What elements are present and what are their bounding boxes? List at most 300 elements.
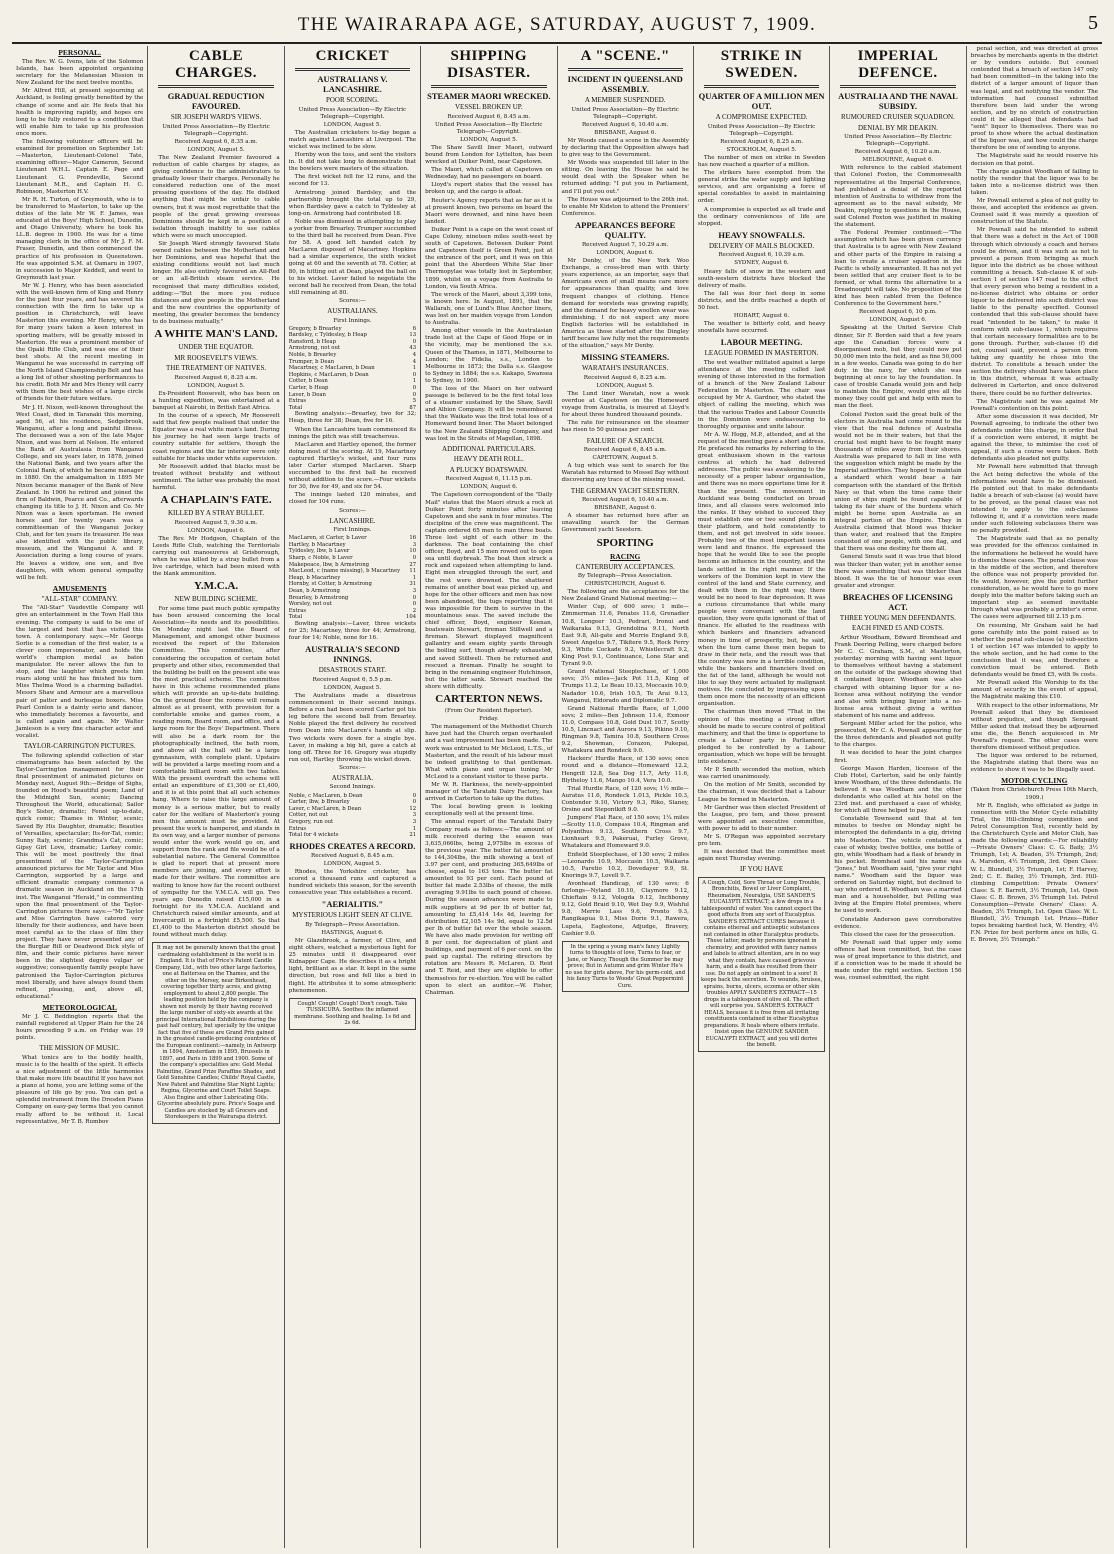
- dateline: LONDON, August 6.: [187, 527, 245, 534]
- paragraph: The House was adjourned to the 26th inst. to enable Mr Kidston to attend the Premiers' Conference.: [561, 196, 689, 217]
- subheading: AUSTRALIA.: [331, 773, 374, 782]
- runs: 0: [412, 601, 417, 608]
- score-row: [289, 405, 416, 412]
- dateline: By Telegraph—Press Association.: [577, 573, 673, 579]
- subheading: THE MISSION OF MUSIC.: [39, 1044, 120, 1053]
- dateline: LONDON, August 6.: [460, 484, 518, 491]
- dateline: HOBART, August 6.: [733, 313, 790, 320]
- column-1: [12, 46, 148, 1548]
- dateline: LONDON, August 5.: [187, 146, 245, 153]
- paragraph: The Rev. Mr Hodgson, Chaplain of the Leeds Rifle Club, watching the Territorials carrying out manoeuvres at Grisborough, when he was killed by a stray bullet from a live cartridge, which had been mixed with the blank ammunition.: [152, 535, 280, 578]
- batsman: MacLaren, st Carter, b Laver: [288, 535, 367, 542]
- paragraph: The chairman then moved "That in the opinion of this meeting a strong effort should be made to secure control of political machinery, and that the time is opportune to create a Labour party in Parliament, pledged to be controlled by a Labour organisation, which we hope will be brought into existence.": [697, 709, 826, 766]
- dateline: United Press Association—By Electric Telegraph—Copyright.: [707, 123, 816, 137]
- subheading: AUSTRALIANS.: [327, 307, 378, 316]
- paragraph: A compromise is expected as all trade and the ordinary conveniences of life are stopped.: [697, 206, 826, 227]
- batsman: Hartley, b Macartney: [288, 541, 346, 548]
- runs: 16: [409, 535, 417, 542]
- paragraph: Arthur Woodham, Edward Bromhead and Frank Deering Pelling, were charged before Mr C. C. Graham, S.M., at Masterton, yesterday morning with having sent liquor to themselves without having a statement on the outside of the package showing that it contained liquor. Woodham was also charged with obtaining liquor for a no-license area without notifying the vendor and also with bringing liquor into a no-license area without giving a written statement of his name and address.: [834, 634, 962, 719]
- paragraph: With reference to the cabled statement that Colonel Foxton, the Commonwealth representative at the Imperial Conference, had published a denial of the reported intention of Australia to withdraw from the agreement as to the naval subsidy, Mr Deakin, replying to questions in the House, said Colonel Foxton was justified in making the statement.: [834, 165, 962, 229]
- score-row: [289, 378, 416, 385]
- score-row: [289, 819, 416, 826]
- subheadline: MISSING STEAMERS.: [581, 352, 670, 363]
- subheading: SIR JOSEPH WARD'S VIEWS.: [170, 113, 262, 121]
- newspaper-columns: [12, 46, 1102, 1548]
- paragraph: Hackers' Hurdle Race, of 130 sovs; once round and a distance—Homeward 12.2, Hengrill 12.8, Sea Dog 11.7, Arty 11.6, Blytheloy 11.6, Mango 10.4, Vera 10.0.: [561, 756, 689, 784]
- subheadline: QUARTER OF A MILLION MEN OUT.: [698, 91, 825, 111]
- score-row: [289, 595, 416, 602]
- dateline: United Press Association—By Electric Telegraph—Copyright.: [162, 123, 270, 137]
- paragraph: With respect to the other informations, Mr Pownall asked that they be dismissed without prejudice, and though Sergeant Miller asked that instead they be adjourned sine die, the Bench acquiesced in Mr Pownall's request. The other cases were therefore dismissed without prejudice.: [970, 702, 1098, 752]
- paragraph: The Shaw Savill liner Maori, outward bound from London for Lyttelton, has been wrecked at Duiker Point, near Capetown.: [425, 144, 553, 166]
- dateline: HASTINGS, August 6.: [321, 929, 384, 936]
- dateline: LONDON, August 5.: [596, 382, 654, 389]
- headline-large: A WHITE MAN'S LAND.: [154, 328, 278, 341]
- subheading: TAYLOR-CARRINGTON PICTURES.: [23, 742, 136, 751]
- dateline: LONDON, August 6.: [596, 250, 654, 256]
- headline: A "SCENE.": [580, 48, 670, 64]
- dateline: LONDON, August 6.: [869, 317, 927, 324]
- runs: 31: [409, 581, 417, 588]
- subheadline: LABOUR MEETING.: [720, 337, 803, 348]
- subheading: A COMPROMISE EXPECTED.: [715, 113, 808, 121]
- paragraph: The Maori, which called at Capetown on Wednesday, had no passengers on board.: [425, 167, 553, 181]
- headline: CABLE CHARGES.: [175, 48, 258, 81]
- score-row: [289, 575, 416, 582]
- runs: 1: [412, 574, 417, 581]
- dateline: Received August 6, 11.15 p.m.: [445, 476, 533, 483]
- paragraph: The Federal Premier continued:—"The assumption which has been given currency that Australia is to agree with New Zealand and other parts of the Empire in raising a loan to create a cruiser squadron in the Pacific is wholly unwarranted. It has not yet been settled that any cruiser fleet is to be formed, or what forms the alternative to a Dreadnought will take. No proposition of the kind has been cabled from the Defence Conference to the Government here.": [834, 230, 962, 308]
- paragraph: The New Zealand Premier favoured a reduction of cable charges by stages, as giving confidence to the administrators to gradually lower their charges. Personally he considered reduction one of the most pressing questions of the day. He disliked anything that might be unfair to cable owners, but it was most regrettable that the people of the great growing overseas Dominions should be kept in a position of isolation through inability to use cables which were so much unoccupied.: [152, 154, 280, 239]
- runs: 0: [412, 338, 417, 345]
- dateline: (Taken from Christchurch Press 10th March, 1909.): [970, 787, 1098, 801]
- runs: 3: [412, 541, 417, 548]
- dateline: Received August 6, 8.35 a.m.: [174, 138, 258, 145]
- paragraph: Mr Pownall here submitted that through the Act being defective the whole of the informations would have to be dismissed. He pointed out that to make defendants liable a breach of sub-clause (a) would have to be proved, as the penal clause was not intended to apply to the sub-clauses following it, and if a conviction were made under such following subclauses there was no penalty provided.: [970, 464, 1098, 535]
- column-8: [967, 46, 1102, 1548]
- dateline: United Press Association—By Electric Telegraph—Copyright.: [844, 134, 952, 148]
- subheading: UNDER THE EQUATOR.: [178, 343, 254, 352]
- column-3: [285, 46, 421, 1548]
- paragraph: Winter Cup, of 600 sovs; 1 mile—Zimmerman 11.6, Penates 11.6, Grenadier 10.8, Longeer 10.3, Pedrari, Ironui and Waikaraka 9.13, Grendolina 9.11, North East 9.8, All-gate and Merrie England 9.8, Sweet Angelus 9.7, Tikitere 9.5, Rock Ferry 9.3, White Cockade 9.2, Whistlecraft 9.2, King Post 9.1, Continuance, Lone Star and Tyrant 9.0.: [561, 604, 689, 668]
- section-heading: AMUSEMENTS: [52, 583, 107, 593]
- paragraph: The following are the acceptances for the New Zealand Grand National meeting:—: [561, 589, 689, 603]
- paragraph: For some time past much public sympathy has been aroused concerning the local Association—its needs and its possibilities. On Monday night last the Board of Management, and amongst other business received the report of the Extension Committee. This committee, after considering the occupation of certain hotel property and other sites, recommended that the building be built on the present site was the most practical scheme. The committee have in this scheme recommended plans which will provide an up-to-date building. On the ground floor the rooms will remain almost as at present, with provision for a comfortable smoke and games room, a reading room, Board room, and office, and a large room for the Boys' Department. There will also be a dark room for the photographically inclined, the bath room, and above all the hall will be a large gymnasium, with complete plant. Upstairs will be provided a large meeting room and a comfortable billiard room with two tables. With the present overdraft the scheme will entail an expenditure of £1,300 or £1,400, and it is at this point that all such schemes hang. Where to raise this large amount of money is a serious matter, but to really cater for the welfare of Masterton's young men this amount must be provided. At present the work is hampered, and stands in its own way, and a larger number of persons would enter the work would go on, and support from the rank and file would be of a substantial nature. The General Committee is glad to report that at present more members are joining, and every effort is made for their welfare. The committee are waiting to know how far the recent outburst of sympathy for the Y.M.C.A. will go. Two years ago Dunedin raised £15,000 in a fortnight for its Y.M.C.A. Auckland and Christchurch raised similar amounts, and at Invercargill in a fortnight £5,500. So that £1,400 to the Masterton district should be found without much delay.: [152, 605, 280, 939]
- paragraph: The rate for reinsurance on the steamer has risen to 50 guineas per cent.: [561, 420, 689, 434]
- column-4: [421, 46, 557, 1548]
- runs: 104: [406, 614, 417, 621]
- runs: 0: [412, 371, 417, 378]
- headline: SHIPPING DISASTER.: [447, 48, 531, 81]
- batsman: Laver, c MacLaren, b Dean: [288, 805, 362, 812]
- score-row: [289, 365, 416, 372]
- score-row: [289, 392, 416, 399]
- subheadline: RHODES CREATES A RECORD.: [289, 840, 416, 851]
- dateline: Received August 6, 8.25 a.m.: [174, 374, 258, 381]
- dateline: Second Innings.: [329, 784, 376, 791]
- runs: 0: [412, 799, 417, 806]
- section-heading: MOTOR CYCLING: [1001, 776, 1068, 786]
- section-heading: RACING: [609, 551, 641, 561]
- dateline: Received August 7, 10.29 a.m.: [581, 241, 669, 248]
- score-row: [289, 614, 416, 621]
- score-row: [289, 542, 416, 549]
- dateline: Received August 6, 10.40 a.m.: [581, 497, 669, 504]
- paragraph: Mr Pownall entered a plea of not guilty to these, and accepted the evidence as given. Counsel said it was merely a question of construction of the Statute.: [970, 197, 1098, 226]
- paragraph: The local bowling green is looking exceptionally well at the present time.: [425, 804, 553, 818]
- dateline: CHRISTCHURCH, August 6.: [584, 581, 666, 588]
- dateline: Received August 6, 8.45 a.m.: [311, 852, 394, 859]
- paragraph: The Australian cricketers to-day began a match against Lancashire at Liverpool. The wicket was inclined to be slow.: [288, 129, 417, 150]
- score-row: [289, 826, 416, 833]
- score-row: [289, 385, 416, 392]
- dateline: Received August 6, 8.45 a.m.: [583, 447, 667, 454]
- headline: STRIKE IN SWEDEN.: [720, 48, 803, 81]
- subheadline: APPEARANCES BEFORE QUALITY.: [575, 219, 676, 240]
- runs: 3: [412, 588, 417, 594]
- subheadline: BREACHES OF LICENSING ACT.: [842, 591, 954, 612]
- paragraph: Mr Alfred Hill, at present sojourning at Auckland, is feeling greatly benefited by the change of scene and air. He feels that his health is improving rapidly, and hopes ere long to be fully restored to a condition that will enable him to take up his profession once more.: [16, 88, 144, 137]
- paragraph: Heavy falls of snow in the western and south-western districts have blocked the delivery of mails.: [697, 268, 826, 289]
- paragraph: Jumpers' Flat Race, of 150 sovs; 1¼ miles—Scotty 11.0, Compass 10.4, Ringman and Polyanthus 9.13, Southern Cross 9.7, Lionheart 9.5, Pakeruai, Furley Grove, Whatakura and Homeward 9.0.: [561, 815, 689, 850]
- runs: 13: [409, 332, 417, 339]
- divider: [568, 68, 683, 71]
- batsman: Extras: [288, 825, 307, 832]
- divider: [840, 85, 955, 88]
- paragraph: Reuter's Agency reports that as far as it is at present known, two persons on board the Maori were drowned, and nine have been landed.: [425, 197, 553, 225]
- paragraph: Duiker Point is a cape on the west coast of Cape Colony, nineteen miles south-west by south of Capetown. Between Duiker Point and Capetown itself is Green Point, just at the entrance of the port, and it was on this point that the Aberdeen White Star liner Thermopylae was totally lost in September, 1899, whilst on a voyage from Australia to London, via South Africa.: [425, 226, 553, 290]
- dateline: Received August 6, 10.39 a.m.: [718, 252, 805, 259]
- paragraph: Constable Anderson gave corroborative evidence.: [834, 916, 962, 930]
- subheadline: GRADUAL REDUCTION FAVOURED.: [167, 91, 265, 111]
- runs: 27: [409, 561, 417, 568]
- batsman: Total: [288, 404, 303, 411]
- dateline: LONDON, August 5.: [187, 382, 245, 389]
- column-7: [830, 46, 966, 1548]
- paragraph: Sir Joseph Ward strongly favoured State owned cables between the Motherland and her Dominions, and was hopeful that the existing conditions would not last much longer. He also entirely favoured an All-Red or an all-British steam service. He recognised that many difficulties existed, adding:—"But the more you reduce distances and give people in the Motherland and the new countries the opportunity of meeting, the greater becomes the tendency to do business mutually.": [152, 241, 280, 326]
- subheading: A PLUCKY BOATSWAIN.: [449, 465, 528, 474]
- runs: 43: [409, 345, 417, 352]
- batsman: Worsley, not out: [288, 601, 332, 608]
- paragraph: Grand National Steeplechase, of 1,000 sovs; 3½ miles—Jack Pot 11.5, King of Trumps 11.2, Le Beau 10.13, Moccasin 10.9, Nadador 10.6, Irish 10.5, Te Arai 9.13, Wanganui, Eldorado and Diplomatic 9.7.: [561, 669, 689, 704]
- headline-large: CARTERTON NEWS.: [435, 693, 543, 706]
- subheading: MYSTERIOUS LIGHT SEEN AT CLIVE.: [292, 911, 413, 920]
- paragraph: The weather is bitterly cold, and heavy snowfalls have occurred.: [697, 321, 826, 335]
- paragraph: Mr Pownall said that upper only some offence had been committed, but the case was of great importance to this district, and if a conviction was to be made it should be made under the right section. Section 156 was, counsel submitted, the right: [834, 939, 962, 982]
- section-heading: METEOROLOGICAL: [42, 1002, 117, 1012]
- paragraph: Mr P. Smith seconded the motion, which was carried unanimously.: [697, 767, 826, 781]
- dateline: BRISBANE, August 6.: [594, 505, 657, 512]
- dateline: United Press Association—By Electric Telegraph—Copyright.: [298, 106, 407, 120]
- dateline: (From Our Resident Reporter).: [444, 708, 533, 715]
- paragraph: The Rev. W. G. Ivens, late of the Solomon Islands, has been appointed organising secretary for the Melanesian Mission in New Zealand for the next twelve months.: [16, 59, 144, 87]
- paragraph: Constable Townsend said that at ten minutes to twelve on Monday night he intercepted the defendants in a gig, driving into Masterton. The vehicle contained a case of whisky, twelve bottles, one bottle of gin, while Woodham had a flask of brandy in his pocket. Bromhead said his name was "Jones," but Woodham said, "give your right name." Woodham said the liquor was ordered on Saturday night, but declined to say who ordered it. Woodham was a married man and a householder, but Pelling was living at the Empire Hotel premises, where he used to work.: [834, 816, 962, 915]
- subheading: DELIVERY OF MAILS BLOCKED.: [708, 241, 815, 250]
- paragraph: Mr Roosevelt added that blacks must be treated without brutality and without sentiment. The latter was probably the most harmful.: [152, 463, 280, 492]
- batsman: Hopkins, c MacLaren, b Dean: [288, 371, 369, 378]
- subheadline: STEAMER MAORI WRECKED.: [427, 91, 551, 101]
- paragraph: A tug which was sent to search for the Waratah has returned to Mossel Bay without discovering any trace of the missing vessel.: [561, 463, 689, 484]
- score-row: [289, 372, 416, 379]
- advertisement: It may not be generally known that the great cardmaking establishment in the world is in England. It is that of Price's Patent Candle Company, Ltd., with two other large factories, one at Battersea on the Thames, and the other on the Mersey, near Birkenhead, covering together thirty acres, and giving employment to about 2,800 people. The leading position held by the company is shown not merely by their having received the large number of sixty-six awards at the principal International Exhibitions during the past half century, but specially by the unique fact that five of these are Grand Prix gained in the greatest candle-producing countries of the European continent:—namely, in Antwerp in 1894, Amsterdam in 1895, Brussels in 1897, and Paris in 1899 and 1900. Some of the company's specialities are: Gold Medal Palmitine, Grand Prize Paraffine Shades, and Gold Sunshine Candles; Childs' Royal Castle, New Patent and Palmitine Star Night Lights; Regina, Glycerine and Court Toilet Soaps. Also Engine and other Lubricating Oils. Glycerine absolutely pure. Price's Soaps and Candles are stocked by all Grocers and Storekeepers in the Wairarapa district.: [152, 942, 279, 1124]
- score-table: [289, 326, 416, 412]
- batsman: MacLeod, c (name missing), b Macartney: [288, 568, 401, 575]
- dateline: By Telegraph—Press Association.: [305, 921, 400, 928]
- paragraph: The management of the Methodist Church have just had the Church organ overhauled and a vast improvement has been made. The work was entrusted to Mr McLeod, L.T.S., of Masterton, and the result of his labour must be indeed gratifying to that gentleman. What with piano and organ tuning Mr McLeod is a constant visitor to these parts.: [425, 724, 553, 780]
- dateline: LONDON, August 5.: [460, 136, 518, 143]
- paragraph: The liquor was ordered to be returned, the Magistrate stating that there was no evidence to show it was to be illegally used.: [970, 753, 1098, 774]
- advertisement: In the spring a young man's fancy Lightly turns to thoughts of love, Turns to fear, or Jane, or Nancy, Though the Summer be may prove; But in Autumn and grim Winter He's no use for girls above, For his germ-cold, and his fancy Turns to Woods' Great Peppermint Cure.: [562, 941, 689, 993]
- runs: 21: [409, 832, 417, 839]
- paragraph: Mr Pownall asked His Worship to fix the amount of security in the event of appeal, the Magistrate making this £10.: [970, 680, 1098, 701]
- dateline: First Innings.: [333, 527, 372, 534]
- paragraph: A steamer has returned here after an unavailing search for the German Government yacht Seestern.: [561, 513, 689, 534]
- runs: 1: [412, 365, 417, 372]
- subheading: IF YOU HAVE: [739, 865, 784, 874]
- score-row: [289, 339, 416, 346]
- paragraph: Trial Hurdle Race, of 120 sovs; 1½ mile—Auratus 11.6, Rondeck 1.013, Pickle 10.3, Contender 9.10, Victory 9.3, Riko, Slaney, Orsino and Stepontkift 9.0.: [561, 785, 689, 813]
- dateline: LONDON, August 5.: [323, 860, 382, 867]
- paragraph: Bowling analysis:—Brearley, two for 32; Heap, three for 38; Dean, five for 16.: [288, 411, 417, 425]
- divider: [704, 85, 819, 88]
- subheading: NEW BUILDING SCHEME.: [174, 595, 258, 604]
- batsman: Ransford, b Heap: [288, 338, 336, 345]
- dateline: LONDON, August 5.: [323, 684, 382, 691]
- runs: 11: [409, 568, 417, 575]
- batsman: Carter, b Heap: [288, 384, 329, 391]
- newspaper-title: THE WAIRARAPA AGE, SATURDAY, AUGUST 7, 1909.: [297, 14, 817, 35]
- subheading: CANTERBURY ACCEPTANCES.: [575, 562, 675, 571]
- runs: 2: [412, 607, 417, 614]
- score-row: [289, 332, 416, 339]
- paragraph: The charge against Woodham of failing to notify the vendor that the liquor was to be taken into a no-license district was then taken.: [970, 168, 1098, 196]
- batsman: Total: [288, 614, 303, 621]
- batsman: Noble, c MacLaren, b Dean: [288, 792, 363, 799]
- score-table: [289, 793, 416, 839]
- paragraph: Colonel Foxton said the great bulk of the electors in Australia had come round to the view that the real defence of Australia would not be in their waters, but that the crucial test might have to be fought many thousands of miles away from their shores. Australia was prepared to fall in line with the suggestion which might be made by the Imperial authorities. They hoped to maintain a standard which would bear a fair comparison with the standard of the British Navy so that when the time came their union of ships might be found capable of taking its fair share of the burdens which might be borne upon Australia as an integral portion of the Empire. They in Australia claimed that blood was thicker than water, and realised that the Empire consisted of one people, with one flag, and that there was one destiny for them all.: [834, 411, 962, 553]
- batsman: Cotter, not out: [288, 812, 328, 819]
- dateline: Received August 6, 10 p.m.: [859, 309, 937, 316]
- paragraph: This closed the case for the prosecution.: [840, 931, 956, 938]
- divider: [295, 68, 410, 71]
- batsman: Trumper, b Dean: [288, 358, 335, 365]
- paragraph: Mr J. H. Nixon, well-known throughout the West Coast, died in Taranaki this morning, aged 56, at his residence, Sedgebrook, Wanganui, after a long and painful illness. The deceased was a son of the late Major Nixon, and was born at Nelson. He entered the Bank of Australasia from Wanganui College, and six years later, in 1878, joined the National Bank, and two years after the Colonial Bank, of which he became manager in 1880. On the amalgamation in 1895 Mr Nixon became manager of the Bank of New Zealand. In 1906 he retired and joined the firm of Baldwin, Pearce and Co., afterwards changing its title to J. H. Nixon and Co. Mr Nixon was a keen sportsman. He owned horses and for twenty years was a committeeman of the Wanganui Jockey Club, and for ten years its treasurer. He was also identified with the public library, museum, and the Wanganui A. and P. Association during a long course of years. He leaves a widow, one son, and five daughters, with whom general sympathy will be felt.: [16, 404, 144, 581]
- paragraph: Mr Denby, of the New York Woo Exchange, a cross-bred man with thirty years experience, as an importer, says that Americans even of small means care more for appearances than quality, and love frequent changes of clothing. Hence demand for worsteds was growing rapidly, and the demand for heavy woollen wear was diminishing. I do not expect any more English factories will be established in America as those started after the Dingley tariff became law fully met the requirements of the situation," says Mr Denby.: [561, 258, 689, 350]
- score-row: [289, 535, 416, 542]
- dateline: CAPETOWN, August 5.: [592, 455, 658, 462]
- score-row: [289, 398, 416, 405]
- score-row: [289, 326, 416, 333]
- subheading: THREE YOUNG MEN DEFENDANTS.: [839, 613, 956, 622]
- dateline: United Press Association—By Electric Telegraph—Copyright.: [571, 106, 679, 120]
- batsman: Makepeace, lbw, b Armstrong: [288, 561, 370, 568]
- batsman: Tyldesley, lbw, b Laver: [288, 548, 350, 555]
- headline-large: A CHAPLAIN'S FATE.: [160, 494, 272, 507]
- runs: 87: [409, 404, 417, 411]
- paragraph: Hornby won the toss, and sent the visitors in. It did not take long to demonstrate that the bowlers were masters of the situation.: [288, 152, 417, 173]
- paragraph: The fall was four feet deep in some districts, and the drifts reached a depth of 50 feet.: [697, 290, 826, 311]
- paragraph: The Lund liner Waratah, now a week overdue at Capetown on the Homeward voyage from Australia, is insured at Lloyd's for about three hundred thousand pounds.: [561, 391, 689, 419]
- score-row: [289, 352, 416, 359]
- score-row: [289, 806, 416, 813]
- subheading: POOR SCORING.: [325, 96, 379, 104]
- paragraph: The Capetown correspondent of the "Daily Mail" states that the Maori struck a rock at Duiker Point forty minutes after leaving Capetown and she sank in four minutes. The discipline of the crew was magnificent. The captain ordered 65 men to man three boats. Three lost sight of each other in the darkness. The boat containing the chief officer, Boyd, and 15 men rowed out to open sea until daybreak. The boat then struck a rock and capsized when attempting to land. Eight men struggled through the surf, and the rest were drowned. The shattered remains of another boat was picked up, and hope for the other officers and men has now been abandoned, the tugs reporting that it was impossible for them to survive in the mountainous seas. The saved include the chief officer, Boyd, engineer Keenan, boatswain Stewart, fireman Stillwell and a fireman. Stewart displayed magnificent gallantry and swam eighty yards through the boiling surf, though already exhausted, and saved Stillwell. Then he returned and rescued a fireman. Finally he sought to bring in the remaining engineer Hutchinson, but the latter sank. Stewart reached the shore with difficulty.: [425, 492, 553, 690]
- paragraph: The number of men on strike in Sweden has now reached a quarter of a million.: [697, 154, 826, 168]
- paragraph: Avonhead Handicap, of 130 sovs; 6 furlongs—Nyland 10.10, Claymore 9.12, Chieftain 9.12, Vologda 9.12, Inchbonny 9.12, Gold Braid 9.10, Wet Day 9.9, Wishful 9.8, Merrie Lass 9.6, Pronto 9.3, Rangikapua 9.1, Miss Dorie 9.1, Rawera, Lupeta, Eaglestone, Adjudge, Bravery, Cashier 9.0.: [561, 880, 689, 937]
- paragraph: It was decided that the committee meet again next Thursday evening.: [697, 849, 826, 863]
- dateline: Received August 6, 8.25 a.m.: [720, 138, 803, 145]
- batsman: Extras: [288, 398, 307, 405]
- paragraph: Bowling analysis:—Laver, three wickets for 25; Macartney, three for 44; Armstrong, four for 14; Noble, none for 16.: [288, 620, 417, 642]
- divider: [431, 85, 546, 88]
- paragraph: It was decided to hear the joint charges first.: [834, 750, 962, 764]
- runs: 12: [409, 805, 417, 812]
- subheading: A MEMBER SUSPENDED.: [584, 96, 666, 104]
- dateline: STOCKHOLM, August 5.: [726, 146, 797, 153]
- paragraph: The following splendid collection of star cinematograms has been selected by the Taylor-Carrington management for their final presentment of animated pictures on Monday next, August 9th:—Bridge of Sighs, founded on Hood's beautiful poem; Land of the Midnight Sun, scenic; Dancing Throughout the World, educational; Sailor Boy's Sister, dramatic; Fenol up-to-date, quick comic; Thames in Winter, scenic; Saved By His Daughter, dramatic; Beauties of Versailles, spectacular; Its-for-Tat, comic; Sunny Italy, scenic; Grandma's Cat, comic; Gipsy Girl Love, dramatic; Larkey comic. This will be most positively the final presentment of the Taylor-Carrington announced pictures for Mr Taylor and Miss Carrington, supported by a large and efficient dramatic company commence a dramatic season in Auckland on the 17th inst. The Wanganui "Herald," in commenting upon the final presentment of the Taylor-Carrington pictures there says:—"Mr Taylor and Miss Carrington have catered very liberally for their audiences, and have been most careful as to the class of film they project. They have never presented any of the Burglar Bill or Deadwood Dick style of film, and their comic pictures have never been in the slightest degree vulgar or suggestive; consequently family people have patronised the Taylor-Carrington pictures most liberally, and have always found them refined, pleasing, and, above all, educational.": [16, 752, 144, 1000]
- subheadline: AUSTRALIANS V. LANCASHIRE.: [317, 74, 388, 94]
- dateline: First Innings.: [333, 317, 372, 324]
- batsman: Hornby, st Cotter, b Armstrong: [288, 581, 372, 588]
- paragraph: The strikers have exempted from the general strike the water supply and lighting services, and are organising a force of special constables to assist in maintaining order.: [697, 170, 826, 205]
- runs: 10: [409, 548, 417, 555]
- paragraph: Mr S. O'Regan was appointed secretary pro tem.: [697, 834, 826, 848]
- paragraph: Enfield Steeplechase, of 130 sovs; 2 miles—Leonardo 10.9, Moccasin 10.5, Waikaria 10.5, Paretio 10.2, Dovedayer 9.9, St. Knorings 9.7, Lovell 9.7.: [561, 851, 689, 879]
- subheading: RUMOURED CRUISER SQUADRON.: [841, 113, 955, 121]
- paragraph: After some discussion it was decided, Mr Pownall agreeing, to indicate the other two defendants under this charge, in order that if a conviction were entered, it might be against the three, to minimise the cost of appeal, if such a course were taken. Both defendants also pleaded not guilty.: [970, 413, 1098, 463]
- score-row: [289, 345, 416, 352]
- runs: 6: [412, 325, 417, 332]
- score-row: [289, 601, 416, 608]
- paragraph: Noble was dismissed in attempting to play a yorker from Brearley. Trumper succumbed to the third ball he received from Dean. Five for 58. A good left handed catch by MacLaren disposed of Macartney. Hopkins had a similar experience, the sixth wicket going at 60 and the seventh at 78. Cotter, at 80, in hitting out at Dean, played the ball on to his wicket. Laver failed to negotiate the second ball he received from Dean, the total still remaining at 80.: [288, 218, 417, 296]
- paragraph: The annual report of the Taratahi Dairy Company reads as follows:—The amount of milk received during the season was 3,635,066lbs, being 2,975lbs in excess of the previous year. The butter fat amounted to 144,304lbs, the milk showing a test of 3.97 per cent, and producing 365,649lbs of cheese, equal to 163 tons. The butter fat amounted to 93 per cent. Each pound of butter fat made 2.53lbs of cheese, the milk averaging 9.91lbs to each pound of cheese. During the season advances were made to milk suppliers at 9d per lb of butter fat, amounting to £5,414 14s 4d, leaving for distribution £2,105 14s 9d, equal to 12.5d per lb of butter fat over the whole season. We have also made provision for writing off 8 per cent. for depreciation of plant and buildings, and payment of 6 per cent. on the paid up capital. The retiring directors by rotation are Messrs R. McLaren, D. Reid and T. Reid, and they are eligible to offer themselves for re-election. You will be called upon to elect an auditor.—W. Fisher, Chairman.: [425, 819, 553, 996]
- runs: 0: [412, 555, 417, 562]
- runs: 0: [412, 391, 417, 398]
- masthead: [12, 8, 1102, 44]
- subheadline: HEAVY SNOWFALLS.: [718, 229, 805, 240]
- runs: 4: [412, 352, 417, 358]
- dateline: Scores:—: [339, 297, 366, 304]
- paragraph: Speaking at the United Service Club dinner, Sir F. Borden said that a few years ago the Canadian forces were a disorganised mob, but they could now put 50,000 men into the field, and as fine 50,000 in a few weeks. Canada was going to do her duty in the navy, for which she was beginning at once to lay the foundation. In case of trouble Canada would join and help to maintain the Empire, would give all the money they could get and help with men to man the fleet.: [834, 325, 962, 410]
- dateline: Received August 6, 8.25 a.m.: [583, 374, 667, 381]
- paragraph: Mr Glazebrook, a farmer, of Clive, and eight others, watched a mysterious light for 25 minutes until it disappeared over Kidnapper Cape. He describes it as a bright light, brilliant as a star. It kept in the same direction, but rose and fell like a bird in flight. He attributes it to some atmospheric phenomenon.: [288, 937, 417, 994]
- paragraph: The following volunteer officers will be examined for promotion on September 1st:—Masterton, Lieutenant-Colonel Tate, examining officer—Major Cameron, Second Lieutenant W.H.L. Captain E. Page and Lieutenant G. Prendeville, Second Lieutenant M.R., and Captain H. C. Robinson, Masterton H.V.: [16, 139, 144, 195]
- paragraph: The first wicket fell for 12 runs, and the second for 13.: [288, 174, 417, 188]
- page-number: 5: [1088, 12, 1098, 34]
- headline-large: Y.M.C.A.: [193, 580, 239, 593]
- runs: 0: [412, 384, 417, 391]
- subheading: DISASTROUS START.: [318, 666, 387, 675]
- batsman: Gregory, run out: [288, 818, 334, 825]
- paragraph: The innings lasted 120 minutes, and closed for 104 runs.: [288, 492, 417, 506]
- paragraph: The wet weather militated against a large attendance at the meeting called last evening of those interested in the formation of a branch of the New Zealand Labour Federation in Masterton. The chair was occupied by Mr A. Gardner, who stated the object of calling the meeting, which was that the various Trades and Labour Councils in the Dominion were endeavouring to thoroughly organise and unite labour.: [697, 359, 826, 430]
- paragraph: Sergeant Miller acted for the police, who prosecuted, Mr C. A. Pownall appearing for the three defendants and pleaded not guilty to the charges.: [834, 721, 962, 749]
- subheading: ADDITIONAL PARTICULARS.: [442, 444, 536, 453]
- paragraph: What tonics are to the bodily health, music is to the health of the spirit. It effects a nice adjustment of the little harmonies that make more life beautiful If you have not a piano at home, you are letting some of the pleasure of life go by you. You can get a splendid instrument from the Dresden Piano Company on easy-pay terms that you cannot really afford to be without it. Local representative, Mr T. B. Rumbov: [16, 1054, 144, 1125]
- batsman: Sharp, c Noble, b Laver: [288, 555, 353, 562]
- batsman: Laver, b Dean: [288, 391, 326, 398]
- dateline: Scores:—: [339, 764, 366, 771]
- runs: 3: [412, 818, 417, 825]
- paragraph: Grand National Hurdle Race, of 1,000 sovs; 2 miles—Ben Johnson 11.4, Exmoor 11.0, Compass 10.8, Gold Dust 10.7, Scotty 10.5, Lincnact and Aurora 9.13, Pikino 9.10, Ringman 9.8, Tamira 10.8, Southern Cross 9.2, Showman, Corazon, Pukepai, Whatakura and Rondeck 9.0.: [561, 705, 689, 755]
- subheading: THE GERMAN YACHT SEESTERN.: [570, 486, 680, 495]
- paragraph: Mr Pownall said he intended to submit that there was a defect in the Act of 1908 through which obviously a coach and horses could be driven, and it was such as not to prevent a person from bringing as much liquor into the district as he chose without committing a breach. Sub-clause K of sub-section 1 of section 147 read to the effect that every person who being a resident in a no-license district who obtains or order liquor to be delivered into such district was liable to the penalty specified. Counsel contended that this sub-clause should have read "intended to be taken," to make it conform with sub-clause 1, which requires that certain necessary formalities are to be gone through. Further, sub-clause (f) did not, counsel said, prevent a person from taking any quantity he chose into the district. To constitute a breach under the section the delivery should have taken place in this district, whereas it was actually delivered in Carterton, and once delivered there, there could be no further deliveries.: [970, 227, 1098, 397]
- runs: 4: [412, 358, 417, 365]
- subheading: DENIAL BY MR DEAKIN.: [857, 123, 938, 132]
- paragraph: Mr Gardner was then elected President of the League, pro tem, and those present were appointed an executive committee, with power to add to their number.: [697, 804, 826, 832]
- paragraph: The Magistrate said he would reserve his decision on that point.: [970, 153, 1098, 167]
- column-2: [148, 46, 284, 1548]
- headline: CRICKET: [315, 48, 390, 64]
- dateline: MELBOURNE, August 6.: [862, 157, 934, 164]
- advertisement: Cough! Cough! Cough! Don't cough. Take TUSSICURA. Soothes the inflamed membrane. Soothing and healing. 1s 6d and 2s 6d.: [289, 998, 416, 1030]
- subheading: FAILURE OF A SEARCH.: [586, 436, 664, 445]
- batsman: Dean, b Armstrong: [288, 588, 340, 594]
- runs: 1: [412, 378, 417, 385]
- paragraph: Mr A. W. Hogg, M.P., attended, and at the request of the meeting gave a short address. He prefaced his remarks by referring to the great enthusiasm shown in the various centres at which he had delivered addresses. The public was awakening to the necessity of a proper labour organisation, and there was no more opportune time for it than the present. The movement in Auckland was being conducted on broad lines, and all classes were welcomed into the ranks. If they wished to succeed they must establish one or two sound planks in their platform, and hold consistently to them, and not get involved in side issues. Probably two of the most important issues were land and finance. He expressed the hope that he would like to see the people become an influence in the country, and the lands settled in the right manner. If the workers of the Dominion kept in view the control of the land and State currency, and dealt with them in the right way, there would be no need to fear depression. It was a curious circumstance that while many people were conversant with the land question, they were quite ignorant of that of finance. He alluded to the readiness with which bankers and financiers advanced money in time of prosperity, but, he said, when the turn came these men began to draw in their nets, and the result was that the country was now in a terrible condition, while the bankers and financiers lived on the fat of the land, although he would not like to say they were actuated by malignant motives. He concluded by impressing upon them once more the necessity of an efficient organisation.: [697, 431, 826, 708]
- paragraph: The "All-Star" Vaudeville Company will give an entertainment in the Town Hall this evening. The company is said to be one of the largest and best that has visited this town. A contemporary says:—Mr George Sorlie is a comedian of the first water, is a clever coon impersonator, and holds the world's champion medal as baton manipulator. He never allows the fun to stop, and the laughter which greets him roars along until he has finished his turn. Miss Thelma Wood is a charming balladist. Messrs Shaw and Armour are a marvellous pair of patter and burlesque boxers. Miss Pearl Conlon is a dainty serio and dancer, who immediately becomes a favourite, and is called again and again. Mr Walter Jamieson is a very fine character actor and vocalist.: [16, 605, 144, 740]
- batsman: Brearley, b Armstrong: [288, 594, 349, 601]
- column-6: [694, 46, 830, 1548]
- subheading: MR ROOSEVELT'S VIEWS.: [174, 353, 258, 362]
- paragraph: Mr Woods caused a scene in the Assembly by declaring that the Opposition always had to give way to the Government.: [561, 137, 689, 159]
- batsman: Extras: [288, 607, 307, 614]
- score-row: [289, 812, 416, 819]
- paragraph: Mr R. English, who officiated as judge in connection with the Motor Cycle reliability Trial, the Hill-climbing competition and Petrol Consumption Test, recently held by the Christchurch Cycle and Motor Club, has made the following awards:—For reliability—Private Owners' Class: C. G. Baily, 3½ Triumph, 1st; A. Beaden, 3½ Triumph, 2nd; A. Marsden, 4½ Triumph, 3rd. Open Class: W. L. Blundell, 3½ Triumph, 1st; F. Harvey, 2nd; C. E. Bailey, 3½ Triumph, 3rd. Hill-climbing Competition: Private Owners' Class: S. F. Barrett, 3½ Triumph, 1st. Open Class: C. B. Brown, 3½ Triumph 1st. Petrol Consumption—Private Owners' Class: A. Beaden, 3½ Triumph, 1st. Open Class: W. L. Blundell, 3½ Triumph 1st. Prizes—Rider topes breaking hardest luck, W. Hendry, 4½ F.N. Prize for best perform ance on hills, G. E. Brown, 3½ Triumph.": [970, 802, 1098, 944]
- subheading: WARATAH'S INSURANCES.: [582, 364, 669, 373]
- dateline: Received August 6, 10.40 a.m.: [581, 121, 669, 128]
- paragraph: When the Lancashire team commenced its innings the pitch was still treacherous.: [288, 426, 417, 440]
- dateline: BRISBANE, August 6.: [594, 129, 657, 136]
- dateline: SYDNEY, August 6.: [734, 260, 789, 267]
- paragraph: On the motion of Mr Smith, seconded by the chairman, it was decided that a Labour League be formed in Masterton.: [697, 782, 826, 803]
- subheading: LEAGUE FORMED IN MASTERTON.: [704, 349, 819, 358]
- paragraph: Armstrong joined Bardsley, and the partnership brought the total up to 29, when Bardsley gave a catch to Tyldesley at long-on. Armstrong had contributed 18.: [288, 189, 417, 217]
- dateline: Received August 6, 10.20 a.m.: [854, 149, 942, 156]
- runs: 0: [412, 792, 417, 799]
- score-row: [289, 832, 416, 839]
- section-heading: PERSONAL.: [58, 48, 102, 57]
- paragraph: penal section, and was directed at gross breaches by merchants agents in the district or by vendors outside. But counsel contended that a breach of section 147 only had been committed—in the taking into the district of a larger amount of liquor than was legal, and not notifying the vendor. The information had counsel submitted therefore been laid under the wrong section, and by no stretch of construction could it be alleged that defendants had "sent" liquor to themselves. There was no proof to show where the actual destination of the liquor was, and how could the charge therefore be one of sending to anyone.: [970, 46, 1098, 152]
- subheadline: INCIDENT IN QUEENSLAND ASSEMBLY.: [567, 74, 683, 94]
- batsman: Macartney, c MacLaren, b Dean: [288, 365, 375, 372]
- runs: 3: [412, 812, 417, 819]
- headline: IMPERIAL DEFENCE.: [857, 48, 939, 81]
- headline-large: SPORTING: [596, 536, 654, 549]
- paragraph: In the course of a speech, Mr Roosevelt said that few people realised that under the Equator was a real white man's land. During his journey he had seen large tracts of country suitable for settlers, though the coast regions and the far interior were only suitable for blacks under white supervision.: [152, 413, 280, 462]
- paragraph: The wreck of the Maori, about 3,399 tons, is known here. In August, 1891, that the Wallarah, one of Lund's Blue Anchor liners, was lost on her maiden voyage from London to Australia.: [425, 291, 553, 327]
- batsman: Armstrong, not out: [288, 345, 341, 352]
- paragraph: The Australians made a disastrous commencement in their second innings. Before a run had been scored Carter got his leg before the second ball from Brearley. Noble played the first delivery he received from Dean into MacLaren's hands at slip. Two wickets were down for a single bye. Laver, in making a big hit, gave a catch at long off. Three for 16. Gregory was stupidly run out, Hartley throwing his wicket down.: [288, 692, 417, 763]
- dateline: Received August 5, 9.30 a.m.: [174, 519, 258, 526]
- subheading: THE TREATMENT OF NATIVES.: [166, 364, 267, 373]
- paragraph: The Magistrate said he was against Mr Pownall's contention on this point.: [970, 398, 1098, 412]
- subheading: EACH FINED £5 AND COSTS.: [851, 624, 944, 633]
- score-row: [289, 555, 416, 562]
- paragraph: Lloyd's report states that the vessel has broken up, and the cargo is afloat.: [425, 182, 553, 196]
- batsman: Heap, b Macartney: [288, 574, 341, 581]
- subheading: "ALL-STAR" COMPANY.: [41, 594, 118, 603]
- score-row: [289, 568, 416, 575]
- batsman: Gregory, b Brearley: [288, 325, 342, 332]
- score-table: [289, 535, 416, 621]
- paragraph: Ex-President Roosevelt, who has been on a hunting expedition, was entertained at a banquet at Nairobi, in British East Africa.: [152, 390, 280, 411]
- subheading: HEAVY DEATH ROLL.: [453, 455, 524, 464]
- runs: 1: [412, 825, 417, 832]
- batsman: Cotter, b Dean: [288, 378, 328, 385]
- paragraph: Mr J. C. Beddington reports that the rainfall registered at Upper Plain for the 24 hours preceding 9 a.m. on Friday was 19 points.: [16, 1013, 144, 1042]
- score-row: [289, 581, 416, 588]
